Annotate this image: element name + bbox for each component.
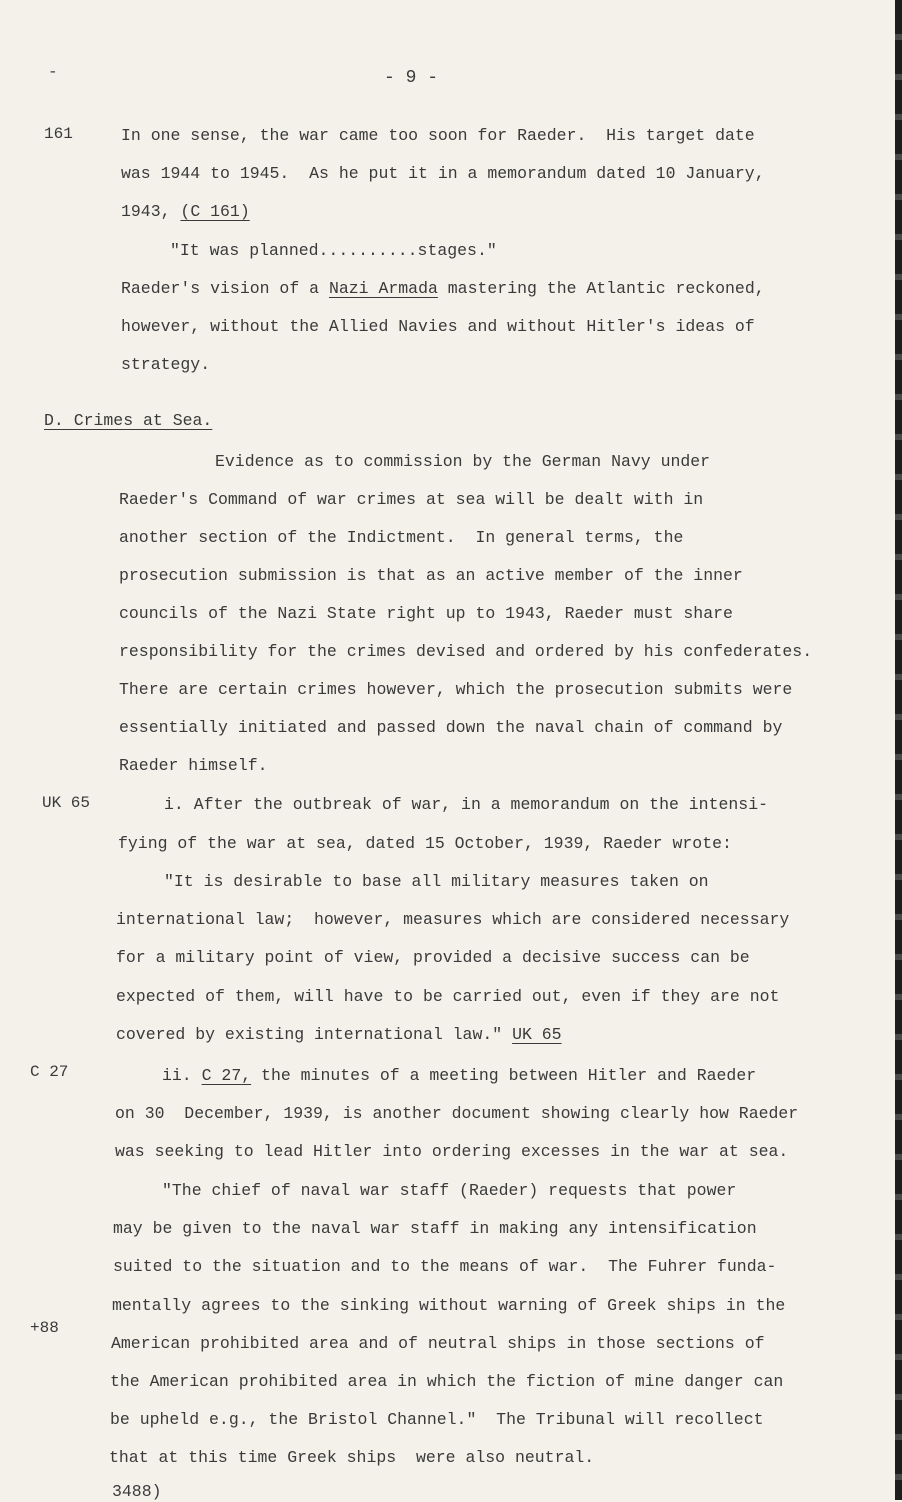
paragraph-line: prosecution submission is that as an active member of the inner xyxy=(119,566,743,585)
item-i-quote-line: for a military point of view, provided a decisive success can be xyxy=(116,948,750,967)
item-ii-quote-line: the American prohibited area in which the fiction of mine danger can xyxy=(110,1372,784,1391)
underlined-phrase: Nazi Armada xyxy=(328,279,438,298)
quotation-line: "It was planned..........stages." xyxy=(170,241,497,260)
footer-mark: 3488) xyxy=(112,1482,162,1501)
paragraph-line: responsibility for the crimes devised and ordered by his confederates. xyxy=(119,642,813,661)
paragraph-line: Evidence as to commission by the German Navy under xyxy=(215,452,711,471)
paragraph-line: councils of the Nazi State right up to 1943, Raeder must share xyxy=(119,604,733,623)
item-i-quote-line: expected of them, will have to be carried out, even if they are not xyxy=(116,987,780,1006)
paragraph-line: another section of the Indictment. In general terms, the xyxy=(119,528,684,547)
binding-edge xyxy=(895,0,902,1500)
item-ii-line xyxy=(162,1066,756,1086)
item-ii-quote-line: may be given to the naval war staff in making any intensification xyxy=(113,1219,757,1238)
paragraph-line: There are certain crimes however, which the prosecution submits were xyxy=(119,680,793,699)
text-line: however, without the Allied Navies and without Hitler's ideas of xyxy=(121,317,755,336)
item-ii-quote-line: that at this time Greek ships were also neutral. xyxy=(109,1448,595,1467)
item-i-line: i. After the outbreak of war, in a memorandum on the intensi- xyxy=(164,795,768,814)
text-fragment: the minutes of a meeting between Hitler and Raeder xyxy=(261,1066,757,1085)
text-line: In one sense, the war came too soon for Raeder. His target date xyxy=(121,126,755,145)
item-ii-line: was seeking to lead Hitler into ordering excesses in the war at sea. xyxy=(115,1142,789,1161)
top-dash-mark: - xyxy=(48,63,58,81)
text-fragment: covered by existing international law." xyxy=(116,1025,503,1044)
text-line: was 1944 to 1945. As he put it in a memorandum dated 10 January, xyxy=(121,164,765,183)
text-fragment: 1943, xyxy=(121,202,171,221)
item-i-quote-line: "It is desirable to base all military measures taken on xyxy=(164,872,709,891)
section-heading: D. Crimes at Sea. xyxy=(44,411,213,430)
item-ii-quote-line: "The chief of naval war staff (Raeder) requests that power xyxy=(162,1181,737,1200)
item-ii-quote-line: American prohibited area and of neutral ships in those sections of xyxy=(111,1334,765,1353)
page-number: - 9 - xyxy=(384,68,439,88)
margin-ref-3488: +88 xyxy=(30,1319,59,1337)
item-i-quote-line: international law; however, measures which are considered necessary xyxy=(116,910,790,929)
item-i-quote-line xyxy=(116,1025,562,1045)
text-line: strategy. xyxy=(121,355,211,374)
text-fragment: Raeder's vision of a xyxy=(121,279,320,298)
item-ii-line: on 30 December, 1939, is another document showing clearly how Raeder xyxy=(115,1104,799,1123)
item-ii-quote-line: mentally agrees to the sinking without warning of Greek ships in the xyxy=(112,1296,786,1315)
paragraph-line: essentially initiated and passed down the naval chain of command by xyxy=(119,718,783,737)
document-reference: UK 65 xyxy=(512,1025,562,1044)
margin-ref-161: 161 xyxy=(44,125,73,143)
text-fragment: ii. xyxy=(162,1066,192,1085)
item-ii-quote-line: be upheld e.g., the Bristol Channel." The Tribunal will recollect xyxy=(110,1410,764,1429)
margin-ref-uk65: UK 65 xyxy=(42,794,91,812)
item-i-line: fying of the war at sea, dated 15 October, 1939, Raeder wrote: xyxy=(118,834,732,853)
text-line xyxy=(121,279,765,299)
item-ii-quote-line: suited to the situation and to the means of war. The Fuhrer funda- xyxy=(113,1257,777,1276)
text-line xyxy=(121,202,250,222)
text-fragment: mastering the Atlantic reckoned, xyxy=(447,279,765,298)
paragraph-line: Raeder himself. xyxy=(119,756,268,775)
margin-ref-c27: C 27 xyxy=(30,1063,69,1081)
document-reference: C 27, xyxy=(201,1066,252,1085)
document-reference: (C 161) xyxy=(180,202,250,221)
paragraph-line: Raeder's Command of war crimes at sea will be dealt with in xyxy=(119,490,704,509)
